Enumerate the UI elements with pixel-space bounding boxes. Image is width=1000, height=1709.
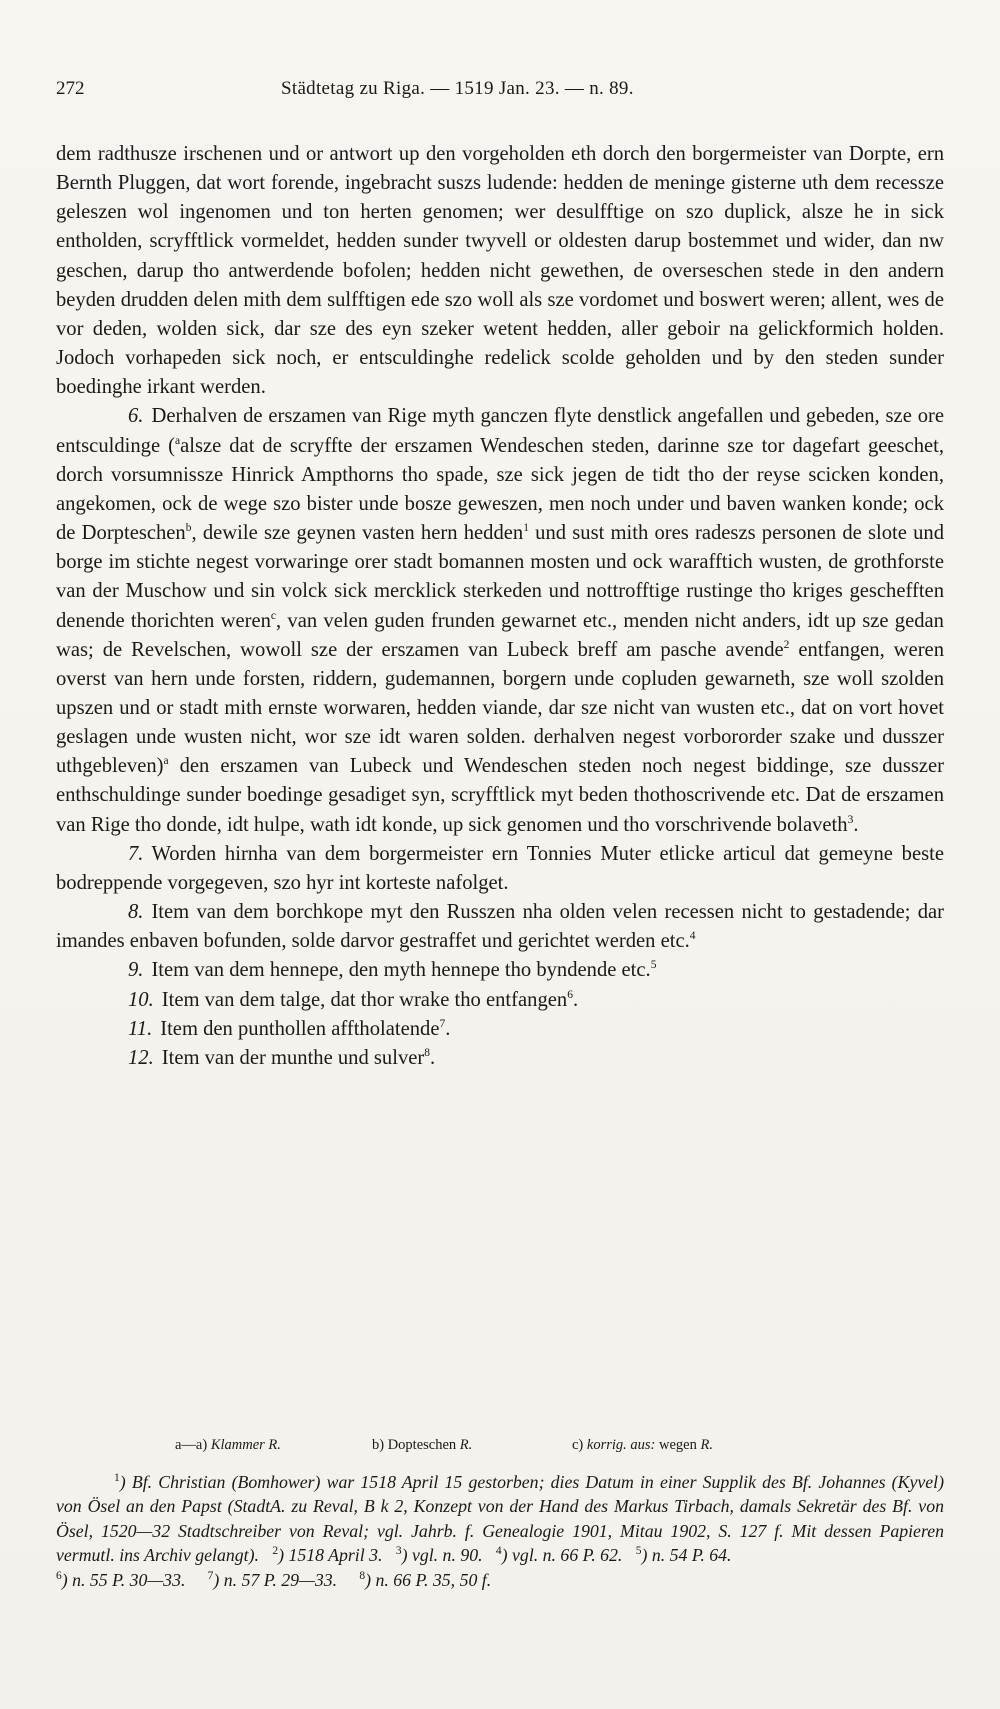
running-title: Städtetag zu Riga. — 1519 Jan. 23. — n. 89. <box>281 78 634 99</box>
main-text <box>56 140 944 1073</box>
footnote-ref: 8 <box>424 1046 430 1059</box>
section-10: 10. Item van dem talge, dat thor wrake tho entfangen$^6$. <box>128 988 579 1011</box>
footnote-ref: 7 <box>439 1017 446 1030</box>
footnote-ref: 4 <box>689 930 696 943</box>
section-number: 8. <box>128 901 144 924</box>
section-number: 9. <box>128 959 144 982</box>
apparatus-mark: b <box>185 522 192 535</box>
paragraph-continuation: dem radthusze irschenen und or antwort up den vorgeholden eth dorch den borgermeister van Dorpte, ern Bernth Pluggen, dat wort forende, ingebracht suszs ludende: hedden de meninge gisterne uth dem recessze geleszen wol ingenomen und ton herten genomen; wer desulfftige on szo duplick, alsze he in sick entholden, scryfftlick vormeldet, hedden sunder twyvell or oldesten darup bostemmet und wider, dan nw geschen, darup tho antwerdende bofolen; hedden nicht gewethen, de overseschen stede in den andern beyden drudden delen mith dem sulfftigen ede szo woll als sze vordomet und boswert weren; allent, wes de vor deden, wolden sick, dar sze des eyn szeker wetent hedden, aller geboir na gelickformich holden. Jodoch vorhapeden sick noch, er entsculdinghe redelick scolde geholden und by den steden sunder boedinghe irkant werden. <box>56 143 944 399</box>
apparatus-mark: a <box>174 434 181 447</box>
section-number: 6. <box>128 405 144 428</box>
section-12: 12. Item van der munthe und sulver$^8$. <box>128 1046 436 1069</box>
footnote-6-8: $^6$) n. 55 P. 30—33. $^7$) n. 57 P. 29—33. $^8$) n. 66 P. 35, 50 f. <box>56 1569 492 1590</box>
footnote-ref: 3 <box>847 813 854 826</box>
section-number: 12. <box>128 1046 154 1069</box>
section-6: 6. Derhalven de erszamen van Rige myth ganczen flyte denstlick angefallen und gebeden, sze ore entsculdinge ($^a$alsze dat de scryffte der erszamen Wendeschen steden, darinne sze tor dagefart geeschet, dorch vorsumnissze Hinrick Ampthorns tho spade, sze sick jegen de tidt tho der reyse scicken konden, angekomen, ock de wege szo bister unde bosze geweszen, men noch under und baven wanken konde; ock de Dorpteschen$^b$, dewile sze geynen vasten hern hedden$^1$ und sust mith ores radeszs personen de slote und borge im stichte negest vorwaringe orer stadt bomannen mosten und ock warafftich wusten, de grothforste van der Muschow und sin volck sick mercklick sterkeden und nottrofftige rustinge tho kriges geschefften denende thorichten weren$^c$, van velen guden frunden gewarnet etc., menden nicht anders, idt up sze gedan was; de Revelschen, wowoll sze der erszamen van Lubeck breff am pasche avende$^2$ entfangen, weren overst van hern unde forsten, riddern, gudemannen, borgern unde copluden gewarneth, sze woll szolden upszen und or stadt mith ernste worwaren, hedden viande, dar sze nicht van wusten etc., dat on vort hovet geslagen unde wusten nicht, wor sze idt waren solden. derhalven negest vorbororder szake und dusszer uthgebleven)$^a$ den erszamen van Lubeck und Wendeschen steden noch negest biddinge, sze dusszer enthschuldinge sunder boedinge gesadiget syn, scryfftlick myt beden thothoscrivende etc. Dat de erszamen van Rige tho donde, idt hulpe, wath idt konde, up sick genomen und tho vorschrivende bolaveth$^3$. <box>56 405 944 836</box>
section-8: 8. Item van dem borchkope myt den Russzen nha olden velen recessen nicht to gestadende; dar imandes enbaven bofunden, solde darvor gestraffet und gerichtet werden etc.$^4$ <box>56 901 944 953</box>
section-number: 10. <box>128 988 154 1011</box>
section-number: 11. <box>128 1017 153 1040</box>
footnote-ref: 5 <box>650 959 657 972</box>
running-head <box>56 78 956 108</box>
footnote-1: $^1$) Bf. Christian (Bomhower) war 1518 April 15 gestorben; dies Datum in einer Supplik des Bf. Johannes (Kyvel) von Ösel an den Papst (StadtA. zu Reval, B k 2, Konzept von der Hand des Markus Tirbach, damals Sekretär des Bf. von Ösel, 1520—32 Stadtschreiber von Reval; vgl. Jahrb. f. Genealogie 1901, Mitau 1902, S. 127 f. Mit dessen Papieren vermutl. ins Archiv gelangt). $^2$) 1518 April 3. $^3$) vgl. n. 90. $^4$) vgl. n. 66 P. 62. $^5$) n. 54 P. 64. <box>56 1472 944 1566</box>
apparatus-note-b: b) Dopteschen R. <box>372 1437 473 1453</box>
page-number: 272 <box>56 78 85 99</box>
footnotes <box>56 1470 944 1592</box>
apparatus-note-a: a—a) Klammer R. <box>175 1437 281 1453</box>
apparatus-mark: c <box>270 609 277 622</box>
footnote-ref: 6 <box>567 988 573 1001</box>
section-number: 7. <box>128 842 144 865</box>
section-11: 11. Item den punthollen afftholatende$^7$. <box>128 1017 451 1040</box>
apparatus-mark: a <box>163 755 169 768</box>
apparatus-note-c: c) korrig. aus: wegen R. <box>572 1437 713 1453</box>
section-9: 9. Item van dem hennepe, den myth hennepe tho byndende etc.$^5$ <box>128 959 657 982</box>
footnote-ref: 2 <box>783 638 790 651</box>
section-7: 7. Worden hirnha van dem borgermeister ern Tonnies Muter etlicke articul dat gemeyne beste bodreppende vorgegeven, szo hyr int korteste nafolget. <box>56 842 944 894</box>
footnote-ref: 1 <box>523 522 529 535</box>
